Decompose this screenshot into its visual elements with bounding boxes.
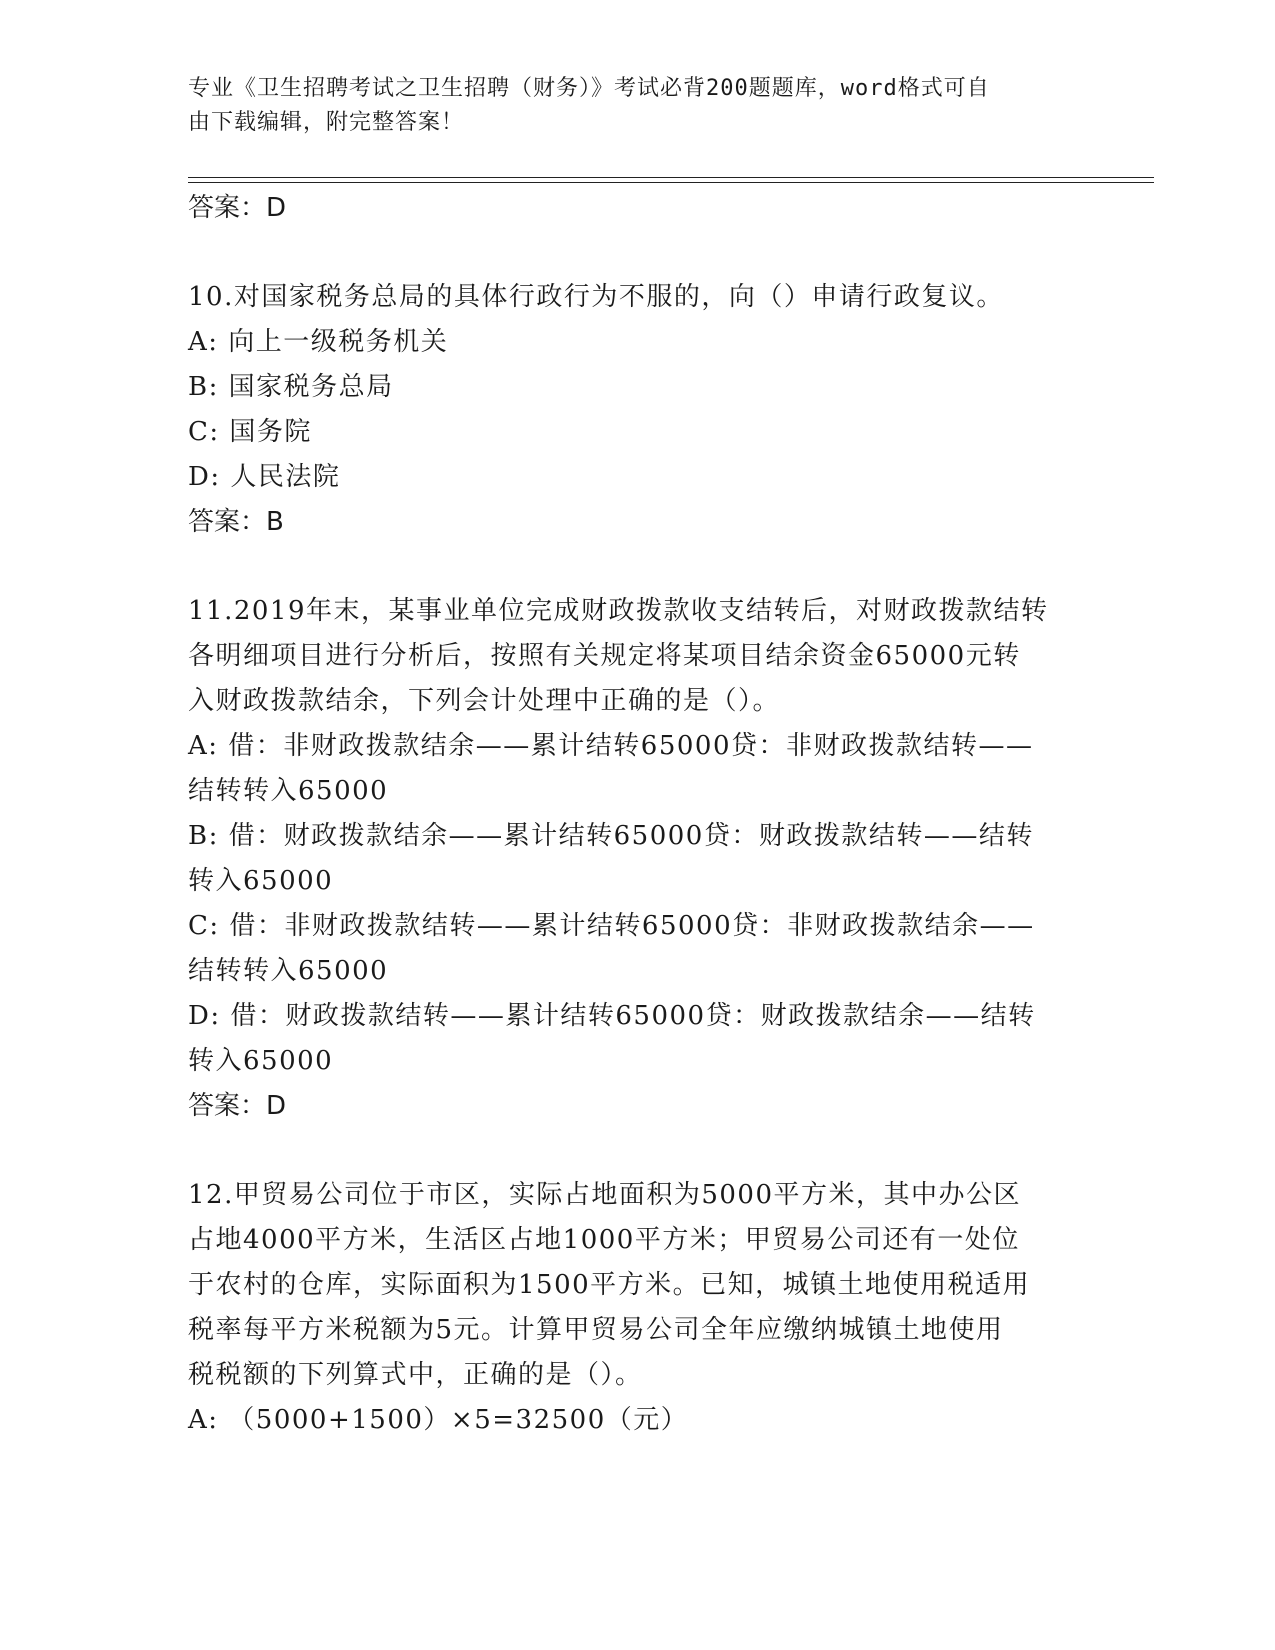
question-stem-line: 税率每平方米税额为5元。计算甲贸易公司全年应缴纳城镇土地使用: [188, 1315, 1004, 1345]
header-line-1: 专业《卫生招聘考试之卫生招聘（财务）》考试必背200题题库，word格式可自: [188, 76, 990, 101]
answer-q11: 答案：D: [188, 1091, 287, 1121]
option-a: A: 向上一级税务机关: [188, 327, 449, 357]
option-b: B: 借：财政拨款结余——累计结转65000贷：财政拨款结转——结转: [188, 821, 1034, 851]
option-a-cont: 结转转入65000: [188, 776, 389, 806]
option-c-cont: 结转转入65000: [188, 956, 389, 986]
question-stem-line: 于农村的仓库，实际面积为1500平方米。已知，城镇土地使用税适用: [188, 1270, 1031, 1300]
question-stem-line: 入财政拨款结余，下列会计处理中正确的是（）。: [188, 686, 781, 716]
option-c: C: 国务院: [188, 417, 312, 447]
option-a: A: （5000+1500）×5=32500（元）: [188, 1405, 689, 1435]
option-b-cont: 转入65000: [188, 866, 334, 896]
answer-q10: 答案：B: [188, 507, 284, 537]
page-header: [188, 72, 1068, 140]
question-stem-line: 12.甲贸易公司位于市区，实际占地面积为5000平方米，其中办公区: [188, 1180, 1022, 1210]
header-divider-top: [188, 177, 1154, 178]
question-stem: 10.对国家税务总局的具体行政行为不服的，向（）申请行政复议。: [188, 282, 1004, 312]
question-11: [188, 589, 1088, 1128]
question-content: [188, 186, 1088, 1443]
question-12: [188, 1173, 1088, 1443]
option-d: D: 人民法院: [188, 462, 341, 492]
question-10: [188, 275, 1088, 544]
question-stem-line: 税税额的下列算式中，正确的是（）。: [188, 1360, 643, 1390]
spacer: [188, 230, 1088, 275]
option-d-cont: 转入65000: [188, 1046, 334, 1076]
header-divider-bottom: [188, 182, 1154, 183]
question-stem-line: 占地4000平方米，生活区占地1000平方米；甲贸易公司还有一处位: [188, 1225, 1020, 1255]
spacer: [188, 544, 1088, 589]
header-line-2: 由下载编辑，附完整答案！: [188, 110, 465, 135]
question-stem-line: 11.2019年末，某事业单位完成财政拨款收支结转后，对财政拨款结转: [188, 596, 1049, 626]
option-a: A: 借：非财政拨款结余——累计结转65000贷：非财政拨款结转——: [188, 731, 1034, 761]
question-stem-line: 各明细项目进行分析后，按照有关规定将某项目结余资金65000元转: [188, 641, 1021, 671]
option-d: D: 借：财政拨款结转——累计结转65000贷：财政拨款结余——结转: [188, 1001, 1036, 1031]
spacer: [188, 1128, 1088, 1173]
option-c: C: 借：非财政拨款结转——累计结转65000贷：非财政拨款结余——: [188, 911, 1035, 941]
option-b: B: 国家税务总局: [188, 372, 394, 402]
answer-q9: 答案：D: [188, 193, 287, 223]
